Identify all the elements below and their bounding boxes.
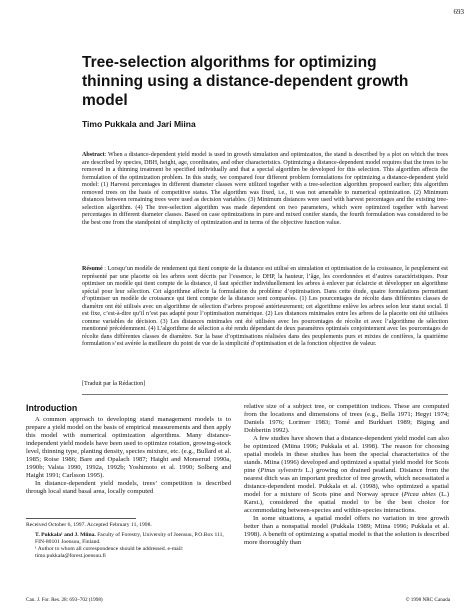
abstract-text: : When a distance-dependent yield model is used in growth simulation and optimization, the stand is described by a plot on which the trees are described by species, DBH, height, age, coordinates, and other characteristics. Optimizing a distance-dependent model requires that the trees to be removed in a thinning treatment be specified individually and that a special algorithm be developed for this selection. This algorithm affects the formulation of the optimization problem. In this study, we compared four different problem formulations for optimizing a distance-dependent yield model: (1) Harvest percentages in different diameter classes were utilized together with a tree-selection algorithm proposed earlier; this algorithm removed trees on the basis of competitive status. The algorithm was fixed, i.e., it was not amenable to numerical optimization. (2) Minimum distances between remaining trees were used as decision variables. (3) Minimum distances were used with harvest percentages and the existing tree-selection algorithm. (4) The tree-selection algorithm was made dependent on two parameters, which were optimized together with harvest percentages in different diameter classes. Based on case optimizations in pure and mixed conifer stands, the fourth formulation was considered to be the best one from the standpoint of simplicity of optimization and in terms of the objective function value. xyxy=(82,152,448,226)
abstract-label: Abstract xyxy=(82,152,105,158)
paper-title: Tree-selection algorithms for optimizing thinning using a distance-dependent growth model xyxy=(82,54,409,109)
intro-paragraph-1: A common approach to developing stand management models is to prepare a yield model on the basis of empirical measurements and then apply this model with numerical optimization algorithms. Many distance-independent yield models have been used to optimize rotation, growing-stock level, thinning type, planting density, species mixture, etc. (e.g., Bullard et al. 1985; Roise 1986; Bare and Opalach 1987; Haight and Monserud 1990a, 1990b; Valsta 1990, 1992a, 1992b; Yoshimoto et al. 1990; Solberg and Haight 1991; Carlsson 1995). xyxy=(26,416,231,479)
intro-paragraph-5: In some situations, a spatial model offers no variation in tree growth better than a nonspatial model (Pukkala 1989; Miina 1996; Pukkala et al. 1998). A benefit of optimizing a spatial model is that the solution is described more thoroughly than xyxy=(244,515,449,546)
para4-part-b: L.) growing on drained peatland. Distance from the nearest ditch was an important predictor of tree growth, which necessitated a distance-dependent model. Pukkala et al. (1998), who optimized a spatial model for a mixture of Scots pine and Norway spruce ( xyxy=(244,467,449,498)
authors: Timo Pukkala and Jari Miina xyxy=(82,119,196,129)
translation-note: [Traduit par la Rédaction] xyxy=(82,381,146,387)
page-number: 693 xyxy=(453,8,464,16)
species-pinus: Pinus sylvestris xyxy=(260,467,303,474)
footnote-divider xyxy=(26,518,136,519)
intro-paragraph-3: relative size of a subject tree, or competition indices. These are computed from the locations and dimensions of trees (e.g., Bella 1971; Hegyi 1974; Daniels 1976; Lorimer 1983; Tomé and Burkhart 1989; Biging and Dobbertin 1992). xyxy=(244,403,449,434)
para4-part-a: A few studies have shown that a distance-dependent yield model can also be optimized (Miina 1996; Pukkala et al. 1998). The reason for choosing spatial models in these studies has been the special characteristics of the stands. Miina (1996) developed and optimized a spatial yield model for Scots pine ( xyxy=(244,435,449,474)
affiliation xyxy=(26,532,231,546)
species-picea: Picea abies xyxy=(403,491,436,498)
received-date: Received October 6, 1997. Accepted February 11, 1998. xyxy=(26,522,152,528)
journal-citation: Can. J. For. Res. 28: 693–702 (1998) xyxy=(26,597,103,603)
resume xyxy=(82,266,448,349)
correspondence-note: ¹ Author to whom all correspondence should be addressed. e-mail: timo.pukkala@forest.joensuu.fi xyxy=(35,546,184,559)
abstract-divider xyxy=(82,394,448,395)
copyright: © 1998 NRC Canada xyxy=(405,597,450,603)
right-column xyxy=(244,403,449,547)
abstract xyxy=(82,152,448,227)
resume-text: : Lorsqu’un modèle de rendement qui tient compte de la distance est utilisé en simulation et optimisation de la croissance, le peuplement est représenté par une placette où les arbres sont décrits par l’essence, le DHP, la hauteur, l’âge, les coordonnées et d’autres caractéristiques. Pour optimiser un modèle qui tient compte de la distance, il faut spécifier individuellement les arbres à enlever par éclaircie et développer un algorithme spécial pour leur sélection. Cet algorithme affecte la formulation du problème d’optimisation. Dans cette étude, quatre formulations permettant d’optimiser un modèle de croissance qui tient compte de la distance sont comparées. (1) Les pourcentages de récolte dans différentes classes de diamètre ont été utilisés avec un algorithme de sélection d’arbres proposé antérieurement; cet algorithme enlève les arbres selon leur statut social. Il est fixe, c’est-à-dire qu’il n’est pas adapté pour l’optimisation numérique. (2) Les distances minimales entre les arbres de la placette ont été utilisées comme variables de décision. (3) Les distances minimales ont été utilisées avec les pourcentages de récolte et avec l’algorithme de sélection mentionné précédemment. (4) L’algorithme de sélection a été rendu dépendant de deux paramètres optimisés conjointement avec les pourcentages de récolte dans différentes classes de diamètre. Sur la base d’optimisations réalisées dans des peuplements purs et mixtes de conifères, la quatrième formulation s’est avérée la meilleure du point de vue de la simplicité d’optimisation et de la fonction objective de valeur. xyxy=(82,266,448,348)
intro-paragraph-4 xyxy=(244,435,449,515)
para4-part-c: (L.) Karst.), considered the spatial model to be the best choice for accommodating between-species and within-species interactions. xyxy=(244,491,450,514)
resume-label: Résumé xyxy=(82,266,103,272)
intro-paragraph-2: In distance-dependent yield models, trees’ competition is described through local stand basal area, locally computed xyxy=(26,480,231,495)
introduction-heading: Introduction xyxy=(26,403,78,413)
affiliation-text: Faculty of Forestry, University of Joensuu, P.O.Box 111, FIN-80101 Joensuu, Finland. xyxy=(35,532,224,545)
footnotes xyxy=(26,522,231,560)
affiliation-names: T. Pukkala¹ and J. Miina. xyxy=(35,532,96,538)
left-column xyxy=(26,416,231,496)
